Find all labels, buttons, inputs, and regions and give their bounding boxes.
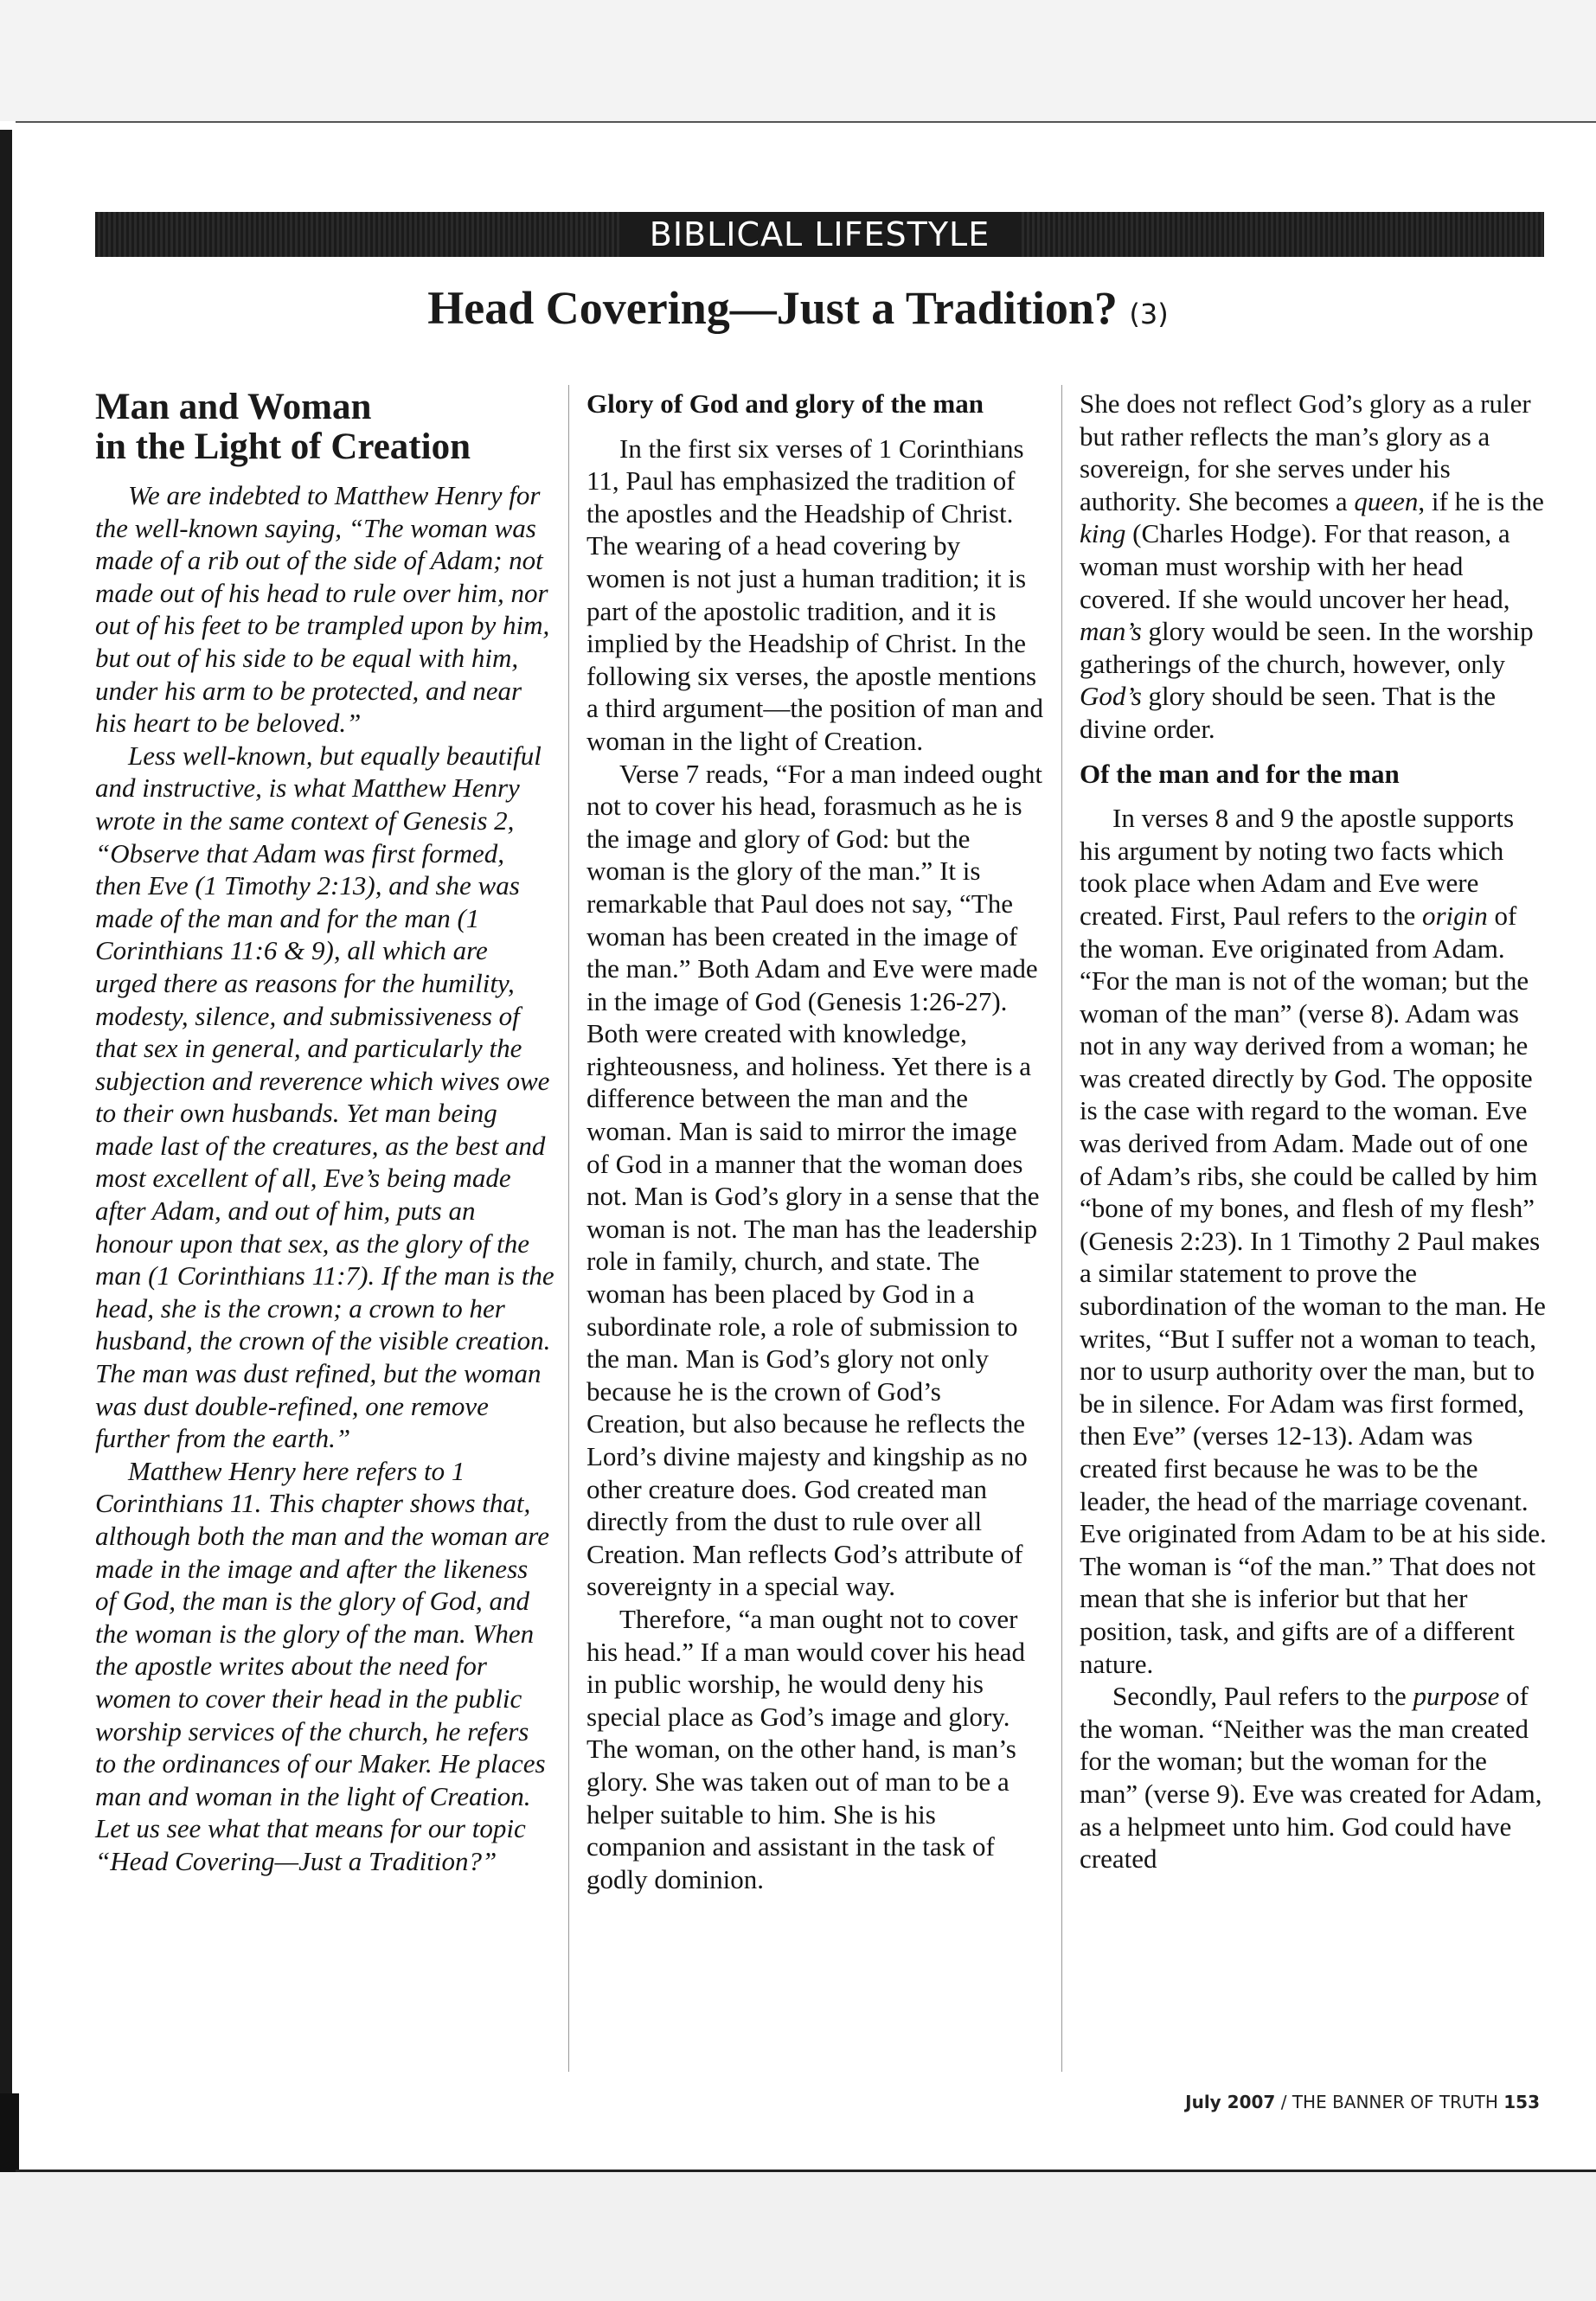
intro-paragraph-3: Matthew Henry here refers to 1 Corinthians 11. This chapter shows that, although both the man and the woman are made in the image and after the likeness of God, the man is the glory of God, and the woman is the glory of the man. When the apostle writes about the need for women to cover their head in the public worship services of the church, he refers to the ordinances of our Maker. He places man and woman in the light of Creation. Let us see what that means for our topic “Head Covering—Just a Tradition?” bbox=[95, 1455, 549, 1876]
scan-margin-top bbox=[0, 0, 1596, 121]
column-divider-2 bbox=[1061, 385, 1062, 2072]
subheading-of-the-man: Of the man and for the man bbox=[1080, 758, 1400, 789]
article-title-text: Head Covering—Just a Tradition? bbox=[427, 282, 1118, 334]
body-paragraph: In the first six verses of 1 Corinthians 11, Paul has emphasized the tradition of the apostles and the Headship of Christ. The wearing of a head covering by women is not just a human tradition; it is part of the apostolic tradition, and it is implied by the Headship of Christ. In the following six verses, the apostle mentions a third argument—the position of man and woman in the light of Creation. bbox=[586, 433, 1044, 756]
footer-date: July 2007 bbox=[1185, 2092, 1276, 2112]
body-paragraph: In verses 8 and 9 the apostle supports his argument by noting two facts which took place when Adam and Eve were created. First, Paul refers to the origin of the woman. Eve originated from Adam. “For the man is not of the woman; but the woman of the man” (verse 8). Adam was not in any way derived from a woman; he was created directly by God. The opposite is the case with regard to the woman. Eve was derived from Adam. Made out of one of Adam’s ribs, she could be called by him “bone of my bones, and flesh of my flesh” (Genesis 2:23). In 1 Timothy 2 Paul makes a similar statement to prove the subordination of the woman to the man. He writes, “But I suffer not a woman to teach, nor to usurp authority over the man, but to be in silence. For Adam was first formed, then Eve” (verses 12-13). Adam was created first because he was to be the leader, the head of the marriage covenant. Eve originated from Adam to be at his side. The woman is “of the man.” That does not mean that she is inferior but that her position, task, and gifts are of a different nature. bbox=[1080, 803, 1547, 1679]
body-paragraph: Secondly, Paul refers to the purpose of the woman. “Neither was the man created for the woman; but the woman for the man” (verse 9). Eve was created for Adam, as a helpmeet unto him. God could have created bbox=[1080, 1681, 1542, 1875]
column-3 bbox=[1080, 388, 1547, 1875]
intro-paragraph-1: We are indebted to Matthew Henry for the well-known saying, “The woman was made of a rib out of the side of Adam; not made out of his head to rule over him, nor out of his feet to be trampled upon by him, but out of his side to be equal with him, under his arm to be protected, and near his heart to be beloved.” bbox=[95, 480, 550, 739]
section-heading-line-1: Man and Woman bbox=[95, 387, 372, 427]
scan-margin-bottom bbox=[0, 2172, 1596, 2301]
body-paragraph: Therefore, “a man ought not to cover his head.” If a man would cover his head in public worship, he would deny his special place as God’s image and glory. The woman, on the other hand, is man’s glory. She was taken out of man to be a helper suitable to him. She is his companion and assistant in the task of godly dominion. bbox=[586, 1603, 1026, 1894]
page-edge-left bbox=[0, 130, 12, 2171]
article-title bbox=[0, 281, 1596, 335]
section-banner bbox=[95, 212, 1544, 257]
column-2 bbox=[586, 388, 1045, 1895]
article-part-number: (3) bbox=[1129, 298, 1169, 330]
subheading-glory: Glory of God and glory of the man bbox=[586, 388, 984, 419]
page-edge-top bbox=[16, 121, 1596, 123]
page-footer bbox=[1038, 2092, 1540, 2112]
section-heading-line-2: in the Light of Creation bbox=[95, 426, 471, 467]
footer-publication: THE BANNER OF TRUTH bbox=[1292, 2092, 1498, 2112]
footer-page-number: 153 bbox=[1503, 2092, 1540, 2112]
body-paragraph: She does not reflect God’s glory as a ruler but rather reflects the man’s glory as a sovereign, for she serves under his authority. She becomes a queen, if he is the king (Charles Hodge). For that reason, a woman must worship with her head covered. If she would uncover her head, man’s glory would be seen. In the worship gatherings of the church, however, only God’s glory should be seen. That is the divine order. bbox=[1080, 388, 1544, 744]
intro-paragraph-2: Less well-known, but equally beautiful and instructive, is what Matthew Henry wrote in the same context of Genesis 2, “Observe that Adam was first formed, then Eve (1 Timothy 2:13), and she was made of the man and for the man (1 Corinthians 11:6 & 9), all which are urged there as reasons for the humility, modesty, silence, and submissiveness of that sex in general, and particularly the subjection and reverence which wives owe to their own husbands. Yet man being made last of the creatures, as the best and most excellent of all, Eve’s being made after Adam, and out of him, puts an honour upon that sex, as the glory of the man (1 Corinthians 11:7). If the man is the head, she is the crown; a crown to her husband, the crown of the visible creation. The man was dust refined, but the woman was dust double-refined, one remove further from the earth.” bbox=[95, 740, 554, 1454]
section-banner-label: BIBLICAL LIFESTYLE bbox=[620, 212, 1019, 257]
column-1 bbox=[95, 388, 555, 1878]
body-paragraph: Verse 7 reads, “For a man indeed ought not to cover his head, forasmuch as he is the image and glory of God: but the woman is the glory of the man.” It is remarkable that Paul does not say, “The woman has been created in the image of the man.” Both Adam and Eve were made in the image of God (Genesis 1:26-27). Both were created with knowledge, righteousness, and holiness. Yet there is a difference between the man and the woman. Man is said to mirror the image of God in a manner that the woman does not. Man is God’s glory in a sense that the woman is not. The man has the leadership role in family, church, and state. The woman has been placed by God in a subordinate role, a role of submission to the man. Man is God’s glory not only because he is the crown of God’s Creation, but also because he reflects the Lord’s divine majesty and kingship as no other creature does. God created man directly from the dust to rule over all Creation. Man reflects God’s attribute of sovereignty in a special way. bbox=[586, 758, 1042, 1602]
page-edge-left-bottom bbox=[0, 2093, 19, 2180]
section-heading bbox=[95, 388, 555, 467]
column-divider-1 bbox=[568, 385, 569, 2072]
footer-separator: / bbox=[1280, 2092, 1287, 2112]
